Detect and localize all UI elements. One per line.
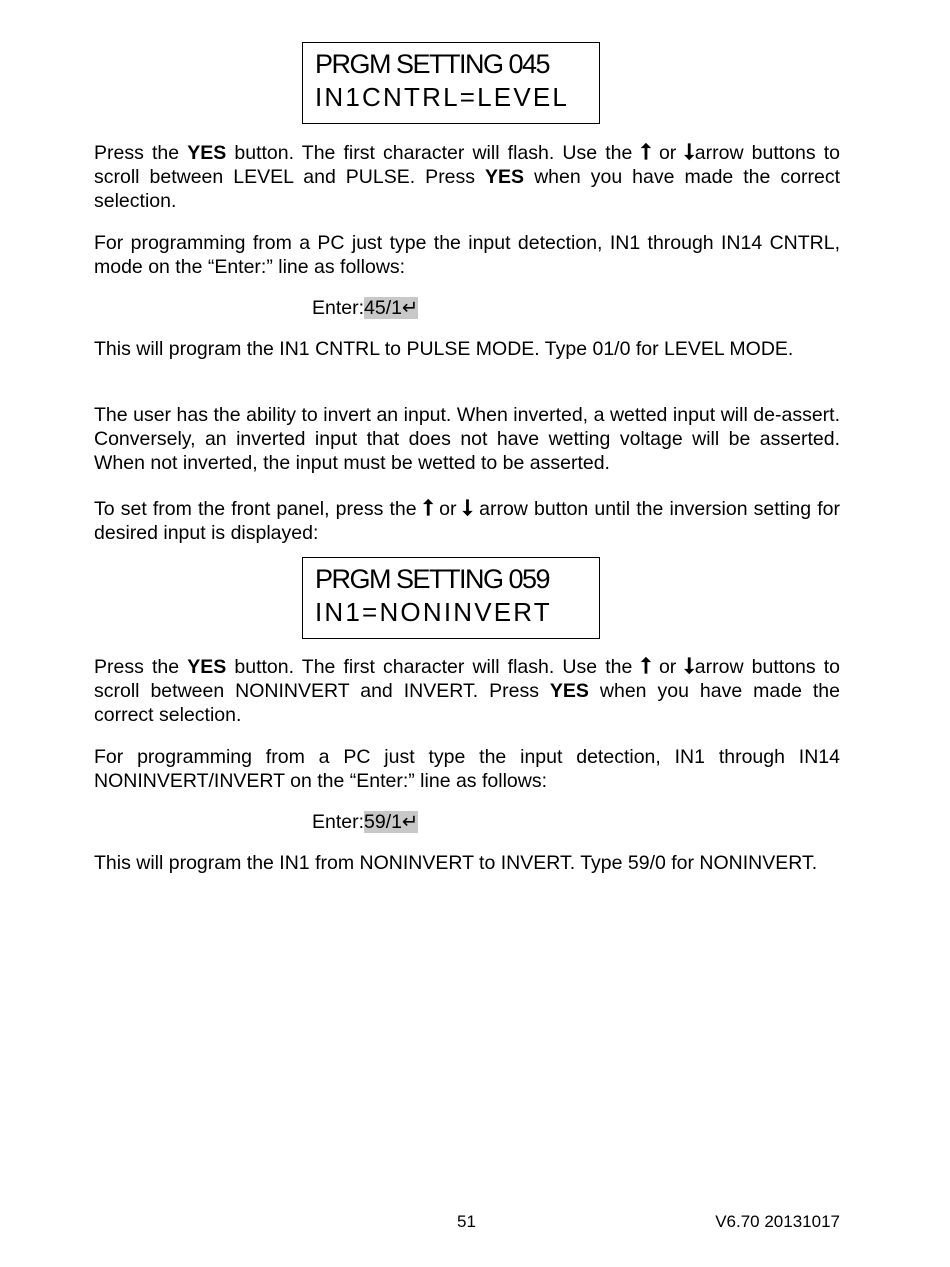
lcd-display-059 bbox=[302, 557, 600, 639]
lcd-display-045 bbox=[302, 42, 600, 124]
enter-command-059 bbox=[312, 810, 418, 834]
yes-key-label: YES bbox=[187, 656, 227, 678]
lcd-line-1: PRGM SETTING 059 bbox=[315, 564, 550, 594]
down-arrow-icon: ⭣ bbox=[684, 140, 695, 165]
paragraph-invert-info: The user has the ability to invert an input. When inverted, a wetted input will de-assert. Conversely, an inverted input that does not have wetting voltage will be asserted. When not inverted, the input must be wetted to be asserted. bbox=[94, 404, 840, 474]
enter-label: Enter: bbox=[312, 297, 365, 319]
enter-command-045 bbox=[312, 296, 418, 320]
down-arrow-icon: ⭣ bbox=[462, 496, 473, 521]
up-arrow-icon: ⭡ bbox=[422, 496, 434, 521]
page-number: 51 bbox=[457, 1212, 476, 1231]
enter-code: 45/1↵ bbox=[364, 297, 419, 319]
yes-key-label: YES bbox=[485, 166, 525, 188]
paragraph-pulse-mode: This will program the IN1 CNTRL to PULSE MODE. Type 01/0 for LEVEL MODE. bbox=[94, 338, 794, 360]
paragraph-yes-noninvert: Press the YES button. The first character will flash. Use the ⭡ or ⭣arrow buttons to scroll between NONINVERT and INVERT. Press YES when you have made the correct selection. bbox=[94, 654, 841, 726]
lcd-line-2: IN1CNTRL=LEVEL bbox=[315, 82, 570, 112]
lcd-line-2: IN1=NONINVERT bbox=[315, 597, 552, 627]
up-arrow-icon: ⭡ bbox=[640, 140, 651, 165]
version-label: V6.70 20131017 bbox=[715, 1212, 840, 1231]
paragraph-pc-invert: For programming from a PC just type the input detection, IN1 through IN14 NONINVERT/INVERT on the “Enter:” line as follows: bbox=[94, 746, 840, 792]
paragraph-pc-cntrl: For programming from a PC just type the input detection, IN1 through IN14 CNTRL, mode on the “Enter:” line as follows: bbox=[94, 232, 840, 278]
down-arrow-icon: ⭣ bbox=[684, 654, 695, 679]
paragraph-front-panel: To set from the front panel, press the ⭡ or ⭣ arrow button until the inversion setting for desired input is displayed: bbox=[94, 496, 841, 544]
paragraph-invert-result: This will program the IN1 from NONINVERT to INVERT. Type 59/0 for NONINVERT. bbox=[94, 852, 818, 874]
paragraph-yes-level: Press the YES button. The first character will flash. Use the ⭡ or ⭣arrow buttons to scroll between LEVEL and PULSE. Press YES when you have made the correct selection. bbox=[94, 140, 841, 212]
yes-key-label: YES bbox=[549, 680, 589, 702]
lcd-line-1: PRGM SETTING 045 bbox=[315, 49, 550, 79]
up-arrow-icon: ⭡ bbox=[640, 654, 651, 679]
enter-label: Enter: bbox=[312, 811, 365, 833]
yes-key-label: YES bbox=[187, 142, 227, 164]
enter-code: 59/1↵ bbox=[364, 811, 419, 833]
